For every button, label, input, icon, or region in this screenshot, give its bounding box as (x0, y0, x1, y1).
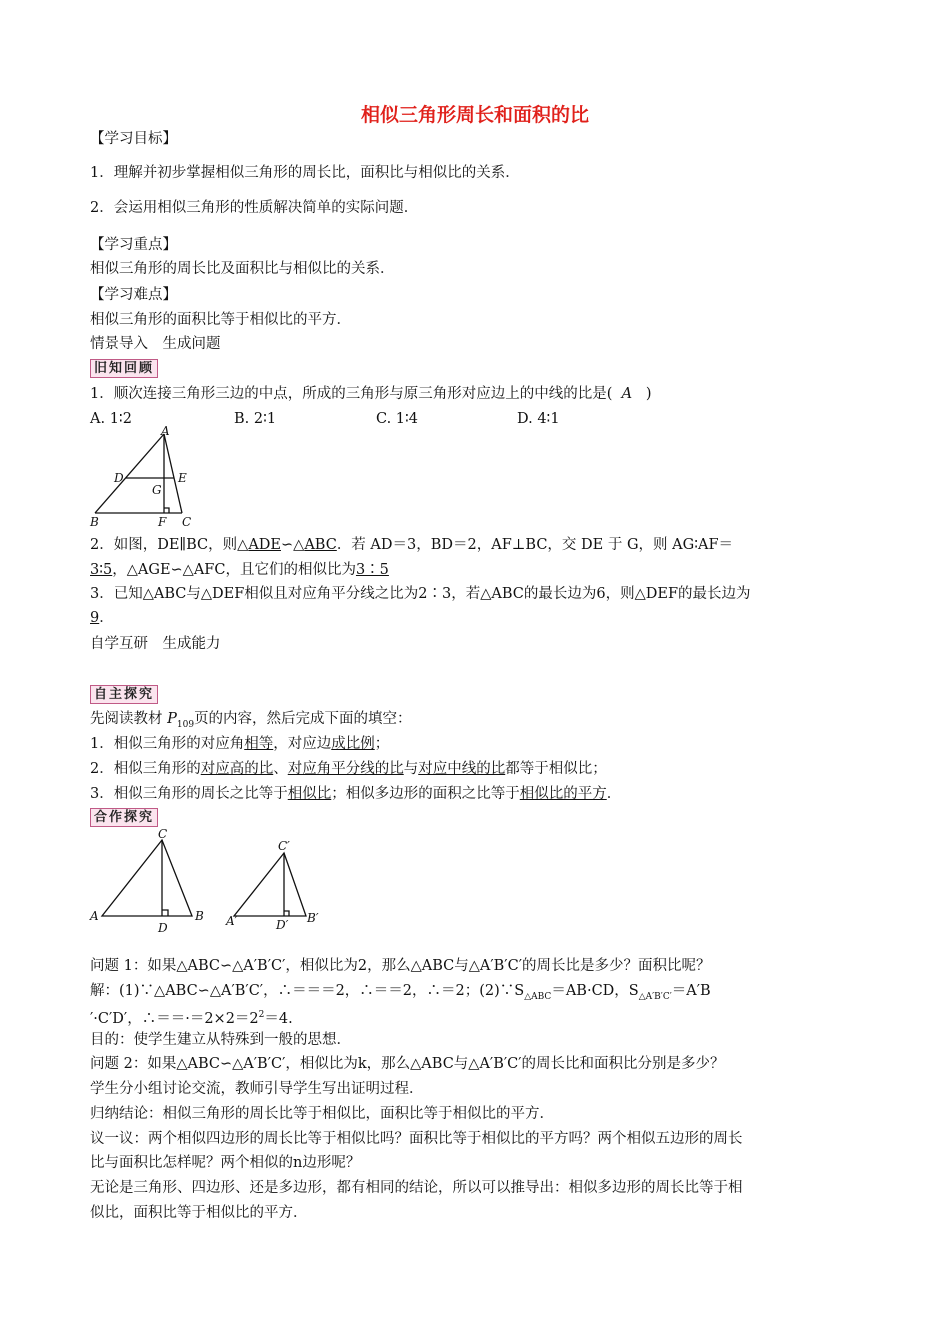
question-1-answer: A (621, 386, 633, 402)
goal-1: 1．理解并初步掌握相似三角形的周长比，面积比与相似比的关系． (90, 165, 520, 181)
q2-answer-2: ABC (304, 537, 337, 553)
document-title: 相似三角形周长和面积的比 (360, 104, 589, 126)
fill-blank-2: 2．相似三角形的对应高的比、对应角平分线的比与对应中线的比都等于相似比； (90, 761, 607, 777)
fig2-label-c: C (158, 827, 168, 841)
badge-self-explore: 自主探究 (90, 685, 158, 704)
fill-blank-1: 1．相似三角形的对应角相等，对应边成比例； (90, 736, 390, 752)
figure-triangle-de-bc (86, 425, 198, 531)
discussion: 学生分小组讨论交流，教师引导学生写出证明过程． (90, 1081, 424, 1097)
q2-answer-4: 3∶5 (355, 562, 389, 578)
fig2-label-d: D (158, 921, 168, 935)
difficulty-text: 相似三角形的面积比等于相似比的平方． (90, 312, 351, 328)
similar-triangle-lines (102, 840, 306, 916)
fill-blank-3: 3．相似三角形的周长之比等于相似比；相似多边形的面积之比等于相似比的平方． (90, 786, 622, 802)
question-1-option-d: D. 4∶1 (517, 411, 560, 427)
fig2-label-b-prime: B′ (307, 911, 319, 925)
question-3-answer: 9． (90, 610, 114, 626)
key-heading: 【学习重点】 (90, 237, 177, 253)
difficulty-heading: 【学习难点】 (90, 287, 177, 303)
solution-line-2: ′·C′D′，$\therefore==\cdot=2\times 2=2^2=4$. (90, 1010, 293, 1027)
final-line-1: 无论是三角形、四边形、还是多边形，都有相同的结论，所以可以推导出：相似多边形的周长比等于相 (90, 1180, 743, 1196)
question-2-line-2: 3∶5，△AGE∽△AFC，且它们的相似比为3∶5 (90, 562, 389, 578)
question-1-option-b: B. 2∶1 (234, 411, 277, 427)
discuss-line-2: 比与面积比怎样呢？两个相似的n边形呢？ (90, 1155, 361, 1171)
fig2-label-b: B (195, 909, 204, 923)
conclusion: 归纳结论：相似三角形的周长比等于相似比，面积比等于相似比的平方． (90, 1106, 554, 1122)
purpose: 目的：使学生建立从特殊到一般的思想． (90, 1032, 351, 1048)
goal-2: 2．会运用相似三角形的性质解决简单的实际问题． (90, 200, 419, 216)
question-1: 1．顺次连接三角形三边的中点，所成的三角形与原三角形对应边上的中线的比是( A ) (90, 386, 652, 402)
goals-heading: 【学习目标】 (90, 131, 177, 147)
q2-answer-1: ADE (248, 537, 281, 553)
fig1-label-f: F (158, 515, 167, 529)
key-text: 相似三角形的周长比及面积比与相似比的关系． (90, 261, 395, 277)
fig1-label-a: A (161, 425, 170, 438)
badge-cooperative: 合作探究 (90, 808, 158, 827)
problem-2: 问题 2：如果△ABC∽△A′B′C′，相似比为k，那么△ABC与△A′B′C′的周长比和面积比分别是多少？ (90, 1056, 725, 1072)
fig1-label-b: B (90, 515, 99, 529)
question-1-option-a: A. 1∶2 (90, 411, 132, 427)
fig1-label-d: D (114, 471, 124, 485)
question-3: 3．已知△ABC与△DEF相似且对应角平分线之比为2∶3，若△ABC的最长边为6，则△DEF的最长边为 (90, 586, 751, 602)
question-2-line-1: 2．如图，DE∥BC，则△ADE∽△ABC．若 AD＝3，BD＝2，AF⊥BC，交 DE 于 G，则 AG∶AF＝ (90, 537, 734, 553)
fig2-label-d-prime: D′ (276, 918, 289, 932)
q2-answer-3: 3∶5 (90, 562, 113, 578)
fig2-label-c-prime: C′ (278, 839, 290, 853)
section-intro: 情景导入 生成问题 (90, 336, 221, 352)
fig2-label-a-prime: A′ (226, 914, 238, 928)
section-self-study: 自学互研 生成能力 (90, 636, 221, 652)
figure-similar-triangles (86, 826, 326, 938)
fig2-label-a: A (90, 909, 99, 923)
problem-1: 问题 1：如果△ABC∽△A′B′C′，相似比为2，那么△ABC与△A′B′C′的周长比是多少？面积比呢？ (90, 958, 711, 974)
fig1-label-c: C (182, 515, 192, 529)
final-line-2: 似比，面积比等于相似比的平方． (90, 1205, 308, 1221)
discuss-line-1: 议一议：两个相似四边形的周长比等于相似比吗？面积比等于相似比的平方吗？两个相似五边形的周长 (90, 1131, 743, 1147)
reading-instruction: 先阅读教材 $P_{109}$页的内容，然后完成下面的填空： (90, 711, 412, 730)
badge-review: 旧知回顾 (90, 359, 158, 378)
fig1-label-e: E (178, 471, 187, 485)
fig1-label-g: G (152, 483, 162, 497)
triangle-lines (95, 434, 182, 513)
solution-line-1: 解：(1)∵△ABC∽△A′B′C′，∴＝＝＝2，∴＝＝2，∴＝2；$(2)\because S_{\triangle ABC}=AB\cdot CD$，$S_{\triangle A'B'C'}=A'B$ (90, 983, 711, 1002)
question-1-option-c: C. 1∶4 (376, 411, 419, 427)
